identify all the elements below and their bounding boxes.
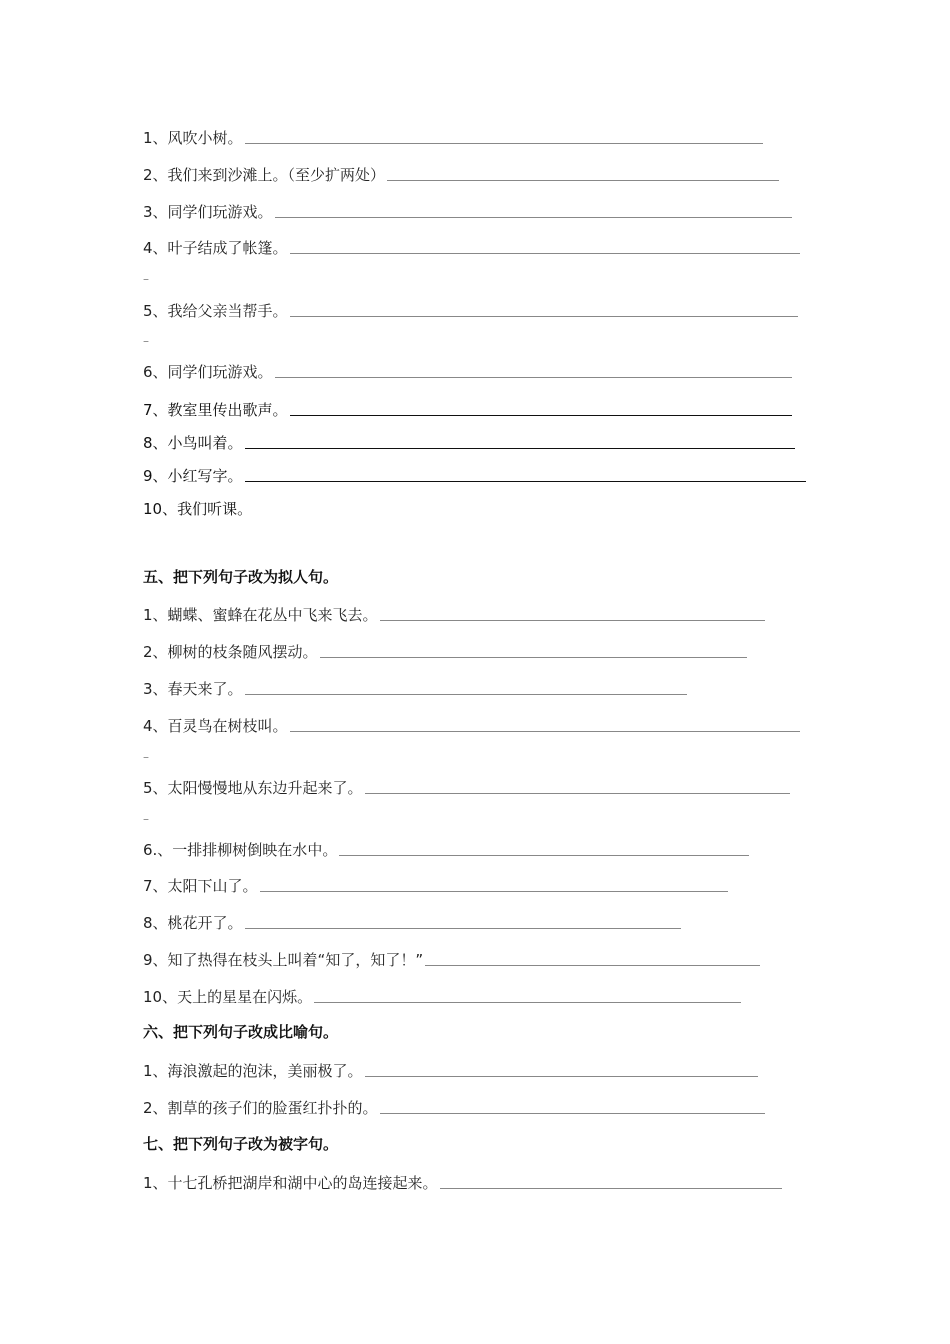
list-item xyxy=(143,1094,765,1118)
answer-blank[interactable] xyxy=(425,965,760,966)
list-item xyxy=(143,638,747,662)
list-item xyxy=(143,358,792,382)
item-text: 8、桃花开了。 xyxy=(143,914,243,932)
answer-blank[interactable] xyxy=(365,793,790,794)
answer-blank[interactable] xyxy=(245,694,687,695)
item-text: 4、百灵鸟在树枝叫。 xyxy=(143,717,288,735)
answer-blank[interactable] xyxy=(380,620,765,621)
list-item xyxy=(143,675,687,699)
answer-blank[interactable] xyxy=(290,731,800,732)
list-item xyxy=(143,495,252,519)
item-text: 6、同学们玩游戏。 xyxy=(143,363,273,381)
list-item xyxy=(143,774,790,798)
answer-blank[interactable] xyxy=(290,316,798,317)
answer-blank[interactable] xyxy=(245,448,795,450)
list-item xyxy=(143,836,749,860)
item-text: 4、叶子结成了帐篷。 xyxy=(143,239,288,257)
item-text: 6.、一排排柳树倒映在水中。 xyxy=(143,841,338,859)
item-text: 5、太阳慢慢地从东边升起来了。 xyxy=(143,779,363,797)
item-text: 1、海浪激起的泡沫，美丽极了。 xyxy=(143,1062,363,1080)
answer-blank[interactable] xyxy=(290,415,792,417)
answer-blank[interactable] xyxy=(314,1002,741,1003)
item-text: 3、春天来了。 xyxy=(143,680,243,698)
dash-mark: – xyxy=(143,272,149,286)
item-text: 7、太阳下山了。 xyxy=(143,877,258,895)
dash-mark: – xyxy=(143,812,149,826)
item-text: 3、同学们玩游戏。 xyxy=(143,203,273,221)
answer-blank[interactable] xyxy=(320,657,747,658)
list-item xyxy=(143,396,792,420)
item-text: 1、风吹小树。 xyxy=(143,129,243,147)
list-item xyxy=(143,429,795,453)
list-item xyxy=(143,872,728,896)
answer-blank[interactable] xyxy=(245,928,681,929)
answer-blank[interactable] xyxy=(339,855,749,856)
item-text: 1、十七孔桥把湖岸和湖中心的岛连接起来。 xyxy=(143,1174,438,1192)
list-item xyxy=(143,1057,758,1081)
answer-blank[interactable] xyxy=(245,481,806,483)
answer-blank[interactable] xyxy=(275,377,792,378)
list-item xyxy=(143,946,760,970)
answer-blank[interactable] xyxy=(275,217,792,218)
item-text: 7、教室里传出歌声。 xyxy=(143,401,288,419)
item-text: 2、我们来到沙滩上。（至少扩两处） xyxy=(143,166,386,184)
item-text: 2、柳树的枝条随风摆动。 xyxy=(143,643,318,661)
answer-blank[interactable] xyxy=(245,143,763,144)
list-item xyxy=(143,1169,782,1193)
answer-blank[interactable] xyxy=(387,180,779,181)
item-text: 10、我们听课。 xyxy=(143,500,253,518)
answer-blank[interactable] xyxy=(290,253,800,254)
item-text: 1、蝴蝶、蜜蜂在花丛中飞来飞去。 xyxy=(143,606,378,624)
answer-blank[interactable] xyxy=(380,1113,765,1114)
section-heading: 五、把下列句子改为拟人句。 xyxy=(143,568,339,586)
item-text: 2、割草的孩子们的脸蛋红扑扑的。 xyxy=(143,1099,378,1117)
item-text: 9、知了热得在枝头上叫着“知了，知了！” xyxy=(143,951,424,969)
dash-mark: – xyxy=(143,334,149,348)
item-text: 9、小红写字。 xyxy=(143,467,243,485)
item-text: 8、小鸟叫着。 xyxy=(143,434,243,452)
list-item xyxy=(143,909,681,933)
answer-blank[interactable] xyxy=(260,891,728,892)
answer-blank[interactable] xyxy=(365,1076,758,1077)
list-item xyxy=(143,462,806,486)
answer-blank[interactable] xyxy=(440,1188,782,1189)
list-item xyxy=(143,161,779,185)
list-item xyxy=(143,712,800,736)
list-item xyxy=(143,983,741,1007)
list-item xyxy=(143,198,792,222)
list-item xyxy=(143,124,763,148)
list-item xyxy=(143,297,798,321)
list-item xyxy=(143,601,765,625)
section-heading: 七、把下列句子改为被字句。 xyxy=(143,1135,339,1153)
item-text: 10、天上的星星在闪烁。 xyxy=(143,988,313,1006)
section-heading: 六、把下列句子改成比喻句。 xyxy=(143,1023,339,1041)
dash-mark: – xyxy=(143,750,149,764)
list-item xyxy=(143,234,800,258)
item-text: 5、我给父亲当帮手。 xyxy=(143,302,288,320)
